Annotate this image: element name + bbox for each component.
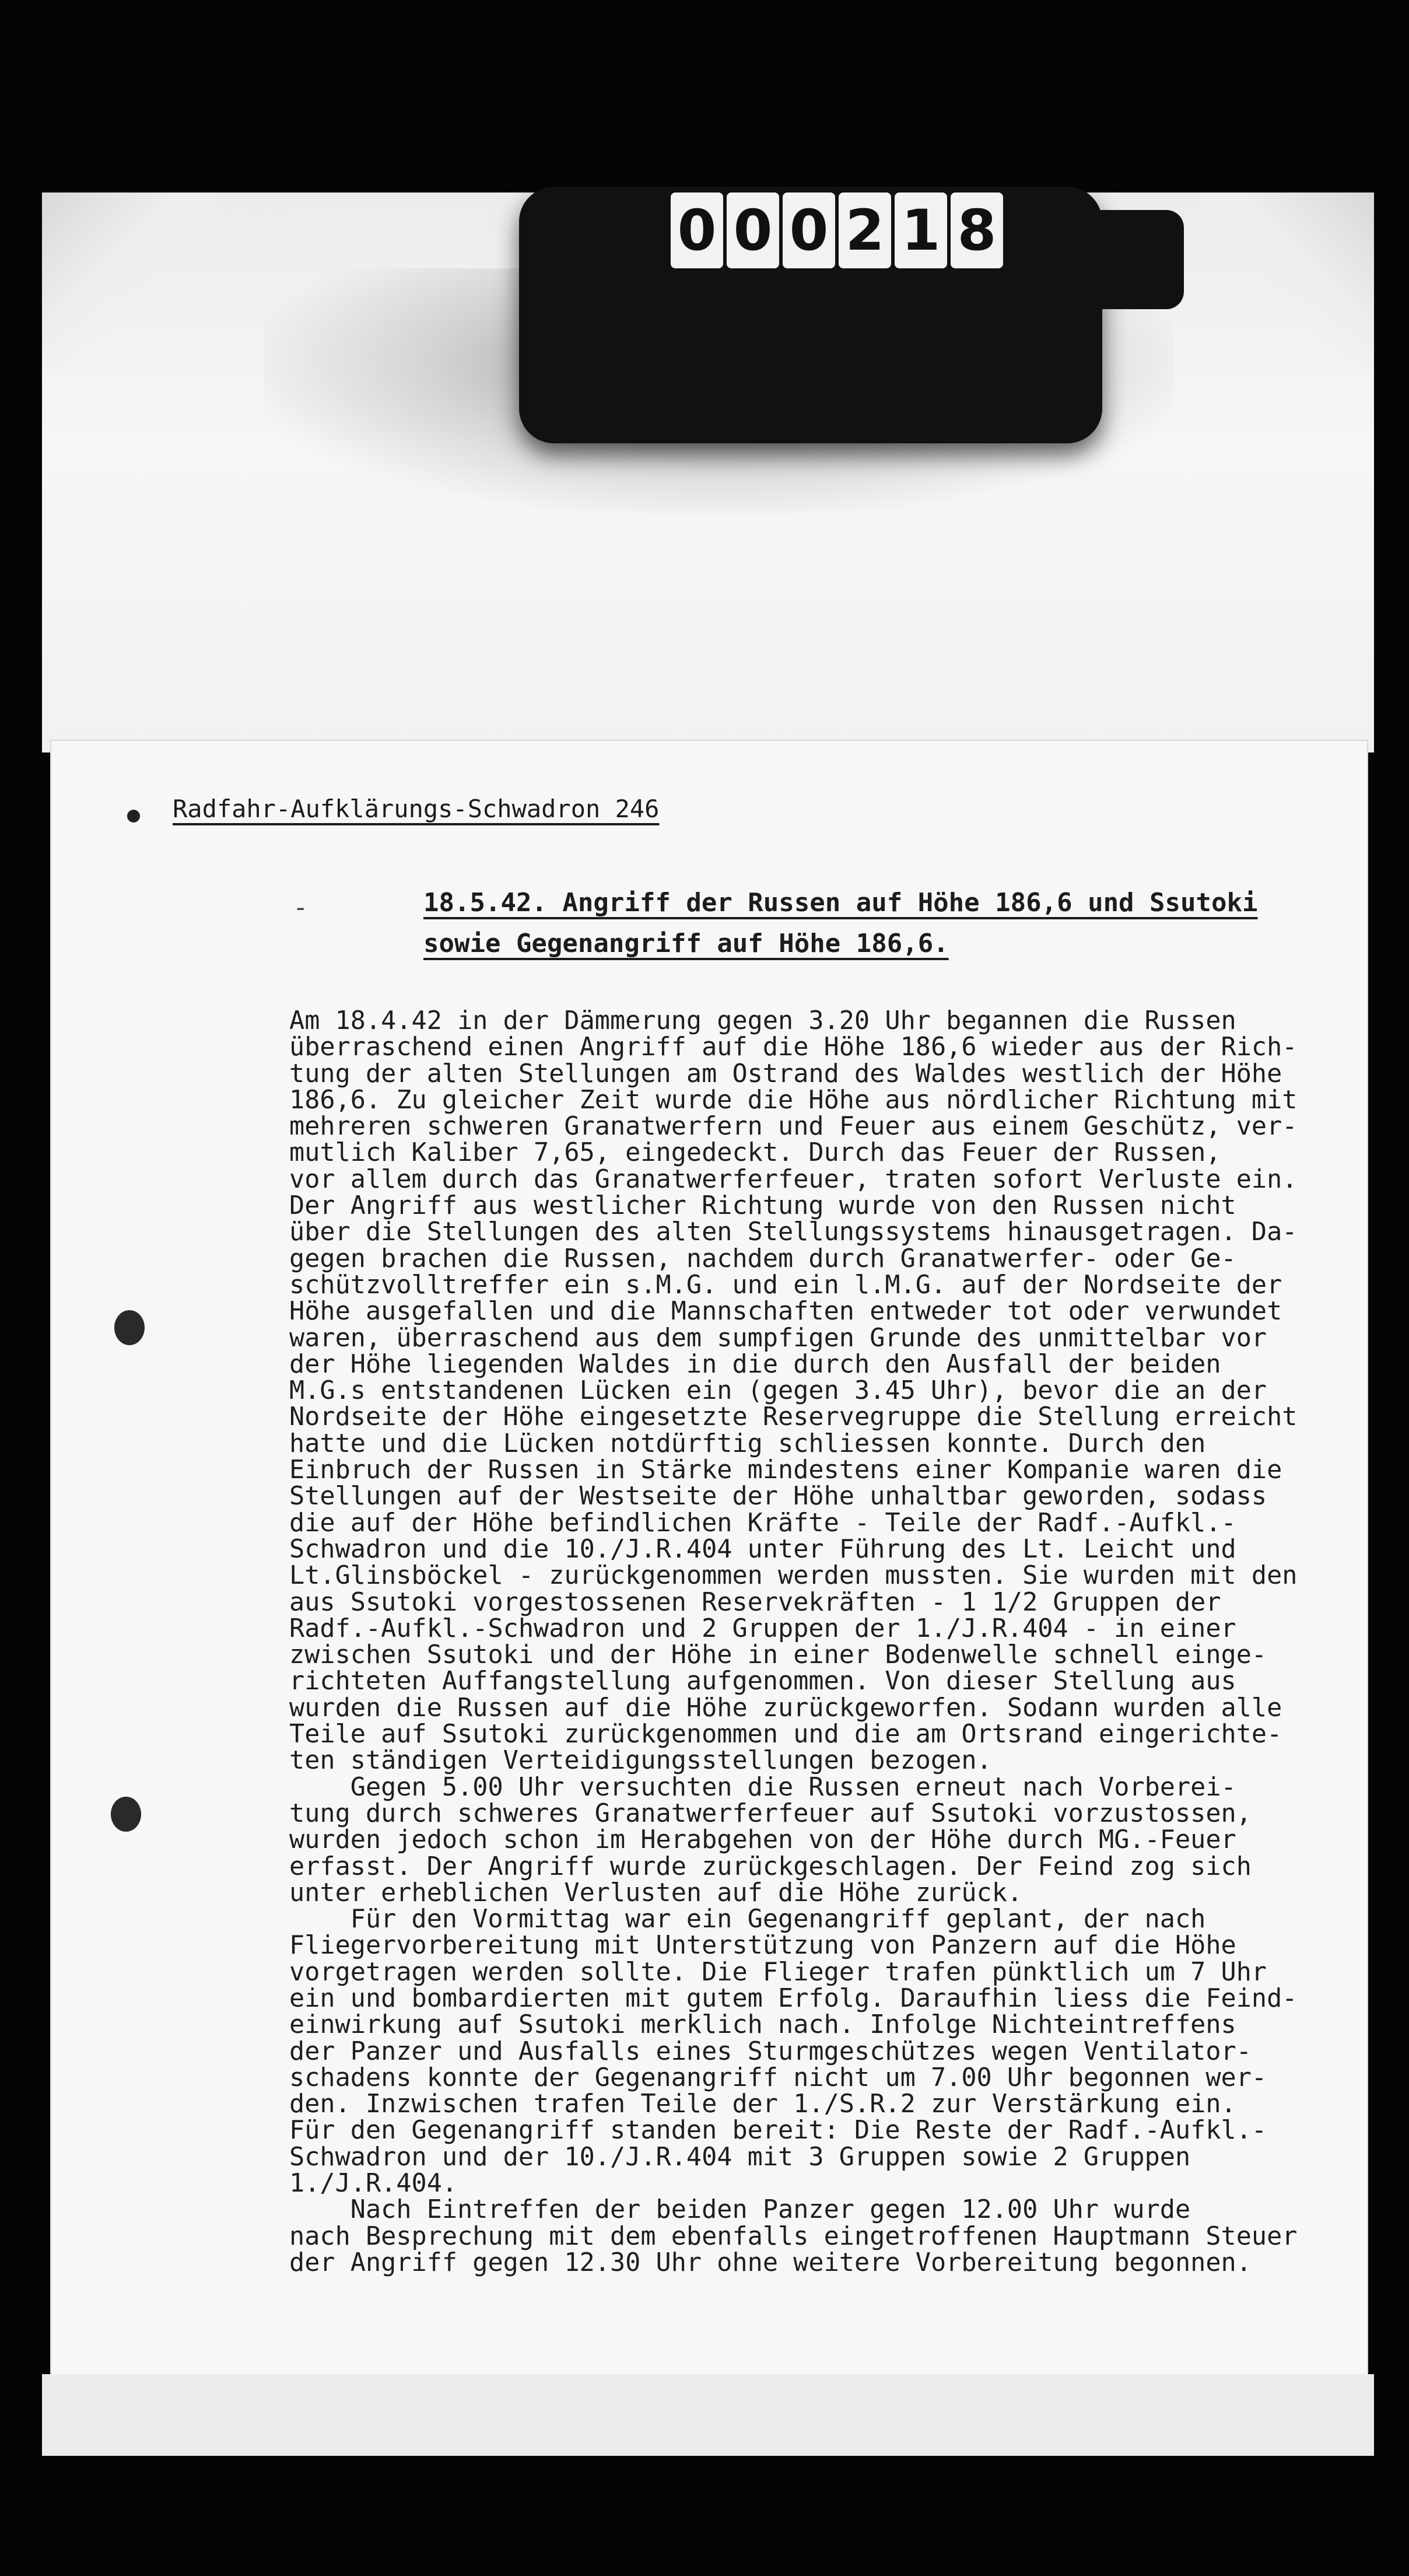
body-line: der Höhe liegenden Waldes in die durch den Ausfall der beiden	[289, 1349, 1221, 1379]
body-line: 1./J.R.404.	[289, 2169, 458, 2199]
body-line: schadens konnte der Gegenangriff nicht um 7.00 Uhr begonnen wer-	[289, 2063, 1267, 2092]
report-body	[289, 1008, 1298, 2276]
body-line: Teile auf Ssutoki zurückgenommen und die am Ortsrand eingerichte-	[289, 1720, 1282, 1749]
body-line: überraschend einen Angriff auf die Höhe 186,6 wieder aus der Rich-	[289, 1032, 1298, 1062]
frame-counter-arm	[1079, 210, 1184, 309]
counter-digit: 0	[783, 192, 835, 268]
body-line: die auf der Höhe befindlichen Kräfte - Teile der Radf.-Aufkl.-	[289, 1508, 1236, 1538]
body-line: der Panzer und Ausfalls eines Sturmgeschützes wegen Ventilator-	[289, 2036, 1252, 2066]
body-line: unter erheblichen Verlusten auf die Höhe zurück.	[289, 1878, 1023, 1908]
body-line: wurden jedoch schon im Herabgehen von der Höhe durch MG.-Feuer	[289, 1825, 1236, 1855]
counter-digit: 0	[671, 192, 723, 268]
counter-digit: 8	[951, 192, 1003, 268]
body-line: Stellungen auf der Westseite der Höhe unhaltbar geworden, sodass	[289, 1482, 1267, 1511]
body-line: Nordseite der Höhe eingesetzte Reservegruppe die Stellung erreicht	[289, 1402, 1298, 1432]
body-line: den. Inzwischen trafen Teile der 1./S.R.2 zur Verstärkung ein.	[289, 2090, 1236, 2119]
body-line: mutlich Kaliber 7,65, eingedeckt. Durch das Feuer der Russen,	[289, 1138, 1221, 1168]
body-line: Schwadron und die 10./J.R.404 unter Führung des Lt. Leicht und	[289, 1534, 1236, 1564]
punch-hole-icon	[114, 1310, 145, 1345]
paper-corner-left	[42, 192, 217, 368]
unit-heading: Radfahr-Aufklärungs-Schwadron 246	[173, 794, 660, 823]
counter-digit: 2	[839, 192, 891, 268]
body-line: über die Stellungen des alten Stellungssystems hinausgetragen. Da-	[289, 1217, 1298, 1247]
body-line: gegen brachen die Russen, nachdem durch Granatwerfer- oder Ge-	[289, 1244, 1236, 1273]
body-line: richteten Auffangstellung aufgenommen. Von dieser Stellung aus	[289, 1667, 1236, 1696]
body-line: Lt.Glinsböckel - zurückgenommen werden mussten. Sie wurden mit den	[289, 1561, 1298, 1591]
body-line: Höhe ausgefallen und die Mannschaften entweder tot oder verwundet	[289, 1297, 1282, 1326]
body-line: nach Besprechung mit dem ebenfalls eingetroffenen Hauptmann Steuer	[289, 2221, 1298, 2251]
paper-corner-right	[1199, 192, 1374, 368]
body-line: Einbruch der Russen in Stärke mindestens einer Kompanie waren die	[289, 1455, 1282, 1485]
body-line: Nach Eintreffen der beiden Panzer gegen 12.00 Uhr wurde	[289, 2195, 1191, 2225]
report-title-line-1: 18.5.42. Angriff der Russen auf Höhe 186,6 und Ssutoki	[423, 888, 1258, 918]
body-line: Für den Gegenangriff standen bereit: Die Reste der Radf.-Aufkl.-	[289, 2116, 1267, 2146]
body-line: Für den Vormittag war ein Gegenangriff geplant, der nach	[289, 1905, 1206, 1934]
body-line: ten ständigen Verteidigungsstellungen bezogen.	[289, 1746, 992, 1776]
body-line: Radf.-Aufkl.-Schwadron und 2 Gruppen der 1./J.R.404 - in einer	[289, 1614, 1236, 1643]
report-title-line-2: sowie Gegenangriff auf Höhe 186,6.	[423, 929, 949, 958]
body-line: der Angriff gegen 12.30 Uhr ohne weitere Vorbereitung begonnen.	[289, 2248, 1252, 2277]
body-line: wurden die Russen auf die Höhe zurückgeworfen. Sodann wurden alle	[289, 1693, 1282, 1723]
body-line: einwirkung auf Ssutoki merklich nach. Infolge Nichteintreffens	[289, 2010, 1236, 2040]
body-line: schützvolltreffer ein s.M.G. und ein l.M.G. auf der Nordseite der	[289, 1270, 1282, 1300]
counter-digit: 1	[895, 192, 947, 268]
body-line: Am 18.4.42 in der Dämmerung gegen 3.20 Uhr begannen die Russen	[289, 1006, 1236, 1035]
body-line: mehreren schweren Granatwerfern und Feuer aus einem Geschütz, ver-	[289, 1112, 1298, 1142]
body-line: Der Angriff aus westlicher Richtung wurde von den Russen nicht	[289, 1191, 1236, 1221]
ink-dot-icon	[127, 810, 140, 822]
body-line: aus Ssutoki vorgestossenen Reservekräften - 1 1/2 Gruppen der	[289, 1587, 1221, 1617]
body-line: Gegen 5.00 Uhr versuchten die Russen erneut nach Vorberei-	[289, 1772, 1236, 1802]
body-line: erfasst. Der Angriff wurde zurückgeschlagen. Der Feind zog sich	[289, 1852, 1252, 1881]
bottom-paper-edge	[42, 2374, 1374, 2456]
body-line: M.G.s entstandenen Lücken ein (gegen 3.45 Uhr), bevor die an der	[289, 1376, 1267, 1406]
body-line: tung durch schweres Granatwerferfeuer auf Ssutoki vorzustossen,	[289, 1798, 1252, 1828]
body-line: hatte und die Lücken notdürftig schliessen konnte. Durch den	[289, 1429, 1206, 1458]
body-line: vorgetragen werden sollte. Die Flieger trafen pünktlich um 7 Uhr	[289, 1957, 1267, 1987]
frame-counter-digits	[671, 192, 1003, 268]
body-line: Fliegervorbereitung mit Unterstützung von Panzern auf die Höhe	[289, 1931, 1236, 1961]
body-line: 186,6. Zu gleicher Zeit wurde die Höhe aus nördlicher Richtung mit	[289, 1085, 1298, 1115]
body-line: vor allem durch das Granatwerferfeuer, traten sofort Verluste ein.	[289, 1164, 1298, 1194]
punch-hole-icon	[111, 1797, 141, 1832]
margin-dash: -	[293, 892, 309, 922]
body-line: ein und bombardierten mit gutem Erfolg. Daraufhin liess die Feind-	[289, 1983, 1298, 2013]
body-line: Schwadron und der 10./J.R.404 mit 3 Gruppen sowie 2 Gruppen	[289, 2142, 1191, 2172]
counter-digit: 0	[727, 192, 779, 268]
body-line: tung der alten Stellungen am Ostrand des Waldes westlich der Höhe	[289, 1059, 1282, 1088]
body-line: zwischen Ssutoki und der Höhe in einer Bodenwelle schnell einge-	[289, 1640, 1267, 1670]
body-line: waren, überraschend aus dem sumpfigen Grunde des unmittelbar vor	[289, 1323, 1267, 1353]
